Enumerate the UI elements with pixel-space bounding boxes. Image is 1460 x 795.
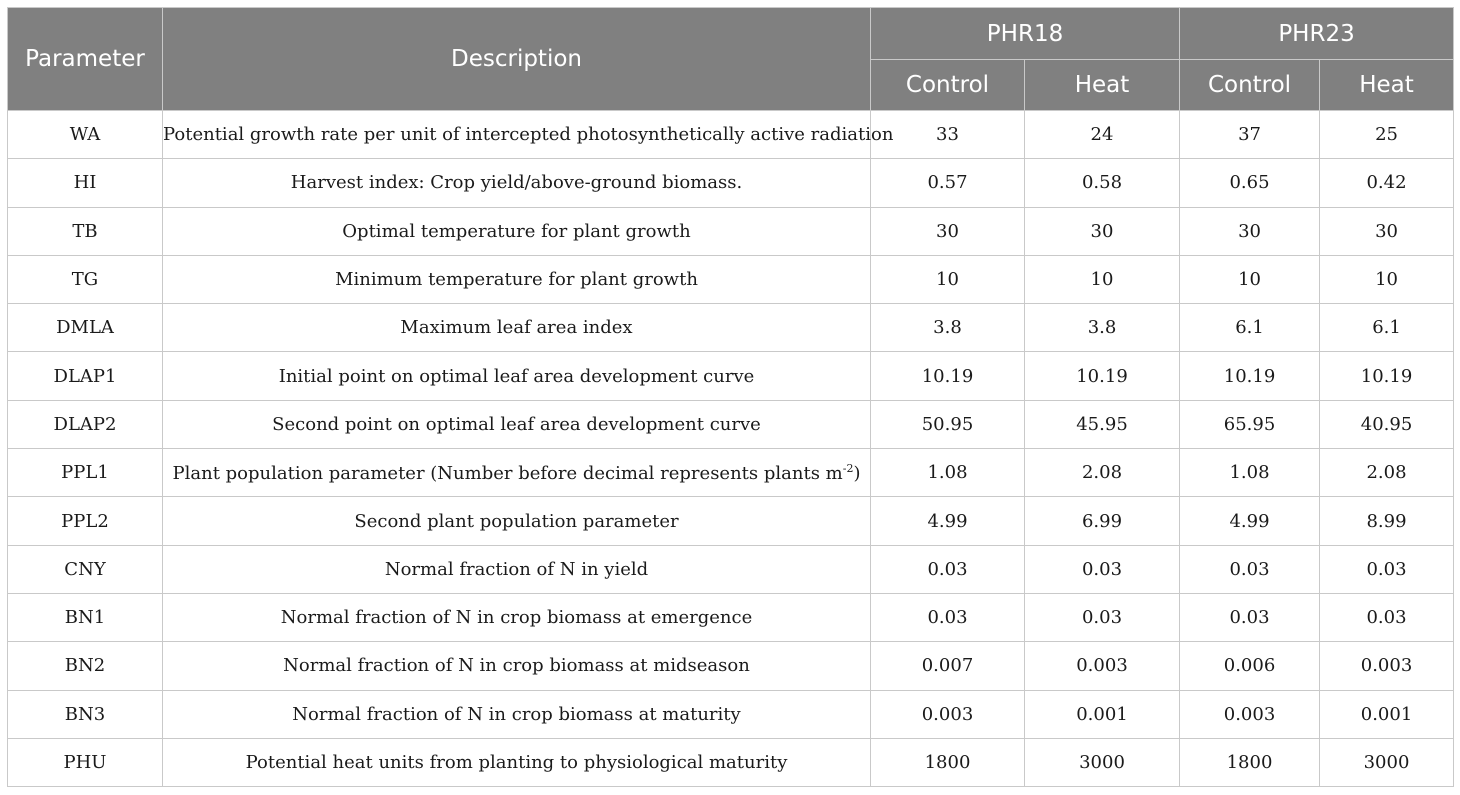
cell-description [163, 352, 871, 400]
cell-phr23-heat: 0.03 [1320, 545, 1454, 593]
description-text: Second point on optimal leaf area development curve [272, 413, 761, 435]
cell-phr18-heat: 30 [1025, 207, 1180, 255]
cell-phr23-heat: 0.03 [1320, 593, 1454, 641]
table-body [8, 111, 1454, 787]
cell-parameter: PPL1 [8, 449, 163, 497]
table-row [8, 352, 1454, 400]
cell-phr23-control: 6.1 [1180, 304, 1320, 352]
cell-description [163, 642, 871, 690]
header-parameter: Parameter [8, 8, 163, 111]
cell-phr23-heat: 8.99 [1320, 497, 1454, 545]
cell-parameter: DLAP2 [8, 400, 163, 448]
cell-phr23-control: 65.95 [1180, 400, 1320, 448]
cell-phr18-heat: 6.99 [1025, 497, 1180, 545]
cell-phr23-heat: 25 [1320, 111, 1454, 159]
cell-phr18-control: 10 [871, 255, 1025, 303]
cell-phr18-control: 0.03 [871, 593, 1025, 641]
cell-phr18-control: 3.8 [871, 304, 1025, 352]
cell-phr18-control: 0.003 [871, 690, 1025, 738]
cell-phr18-heat: 45.95 [1025, 400, 1180, 448]
cell-parameter: HI [8, 159, 163, 207]
description-superscript: -2 [842, 461, 854, 475]
header-phr23-control: Control [1180, 60, 1320, 111]
cell-phr18-heat: 0.001 [1025, 690, 1180, 738]
cell-phr18-heat: 0.03 [1025, 593, 1180, 641]
cell-phr18-heat: 2.08 [1025, 449, 1180, 497]
cell-description [163, 449, 871, 497]
cell-phr23-control: 1.08 [1180, 449, 1320, 497]
cell-description [163, 400, 871, 448]
cell-phr23-control: 0.03 [1180, 545, 1320, 593]
header-phr18-heat: Heat [1025, 60, 1180, 111]
cell-phr18-heat: 0.03 [1025, 545, 1180, 593]
cell-phr23-control: 30 [1180, 207, 1320, 255]
cell-phr18-heat: 0.003 [1025, 642, 1180, 690]
cell-phr23-heat: 30 [1320, 207, 1454, 255]
description-text: Optimal temperature for plant growth [342, 220, 691, 242]
description-text: Initial point on optimal leaf area development curve [278, 365, 755, 387]
description-text: Normal fraction of N in yield [384, 558, 649, 580]
table-row [8, 738, 1454, 786]
cell-description [163, 159, 871, 207]
cell-description [163, 304, 871, 352]
table-row [8, 497, 1454, 545]
parameter-table-container [7, 7, 1453, 787]
cell-phr18-control: 1800 [871, 738, 1025, 786]
cell-phr18-control: 10.19 [871, 352, 1025, 400]
cell-phr23-heat: 0.42 [1320, 159, 1454, 207]
cell-phr23-control: 4.99 [1180, 497, 1320, 545]
cell-phr18-control: 1.08 [871, 449, 1025, 497]
cell-parameter: BN3 [8, 690, 163, 738]
table-row [8, 207, 1454, 255]
table-row [8, 400, 1454, 448]
cell-phr23-heat: 0.001 [1320, 690, 1454, 738]
cell-phr23-control: 0.003 [1180, 690, 1320, 738]
cell-phr18-control: 33 [871, 111, 1025, 159]
cell-phr23-control: 0.03 [1180, 593, 1320, 641]
cell-parameter: WA [8, 111, 163, 159]
cell-phr18-control: 0.57 [871, 159, 1025, 207]
description-text: Harvest index: Crop yield/above-ground biomass. [290, 172, 743, 194]
table-row [8, 159, 1454, 207]
cell-parameter: TB [8, 207, 163, 255]
cell-phr18-heat: 10 [1025, 255, 1180, 303]
cell-phr23-control: 37 [1180, 111, 1320, 159]
cell-parameter: PPL2 [8, 497, 163, 545]
description-tail: ) [853, 462, 861, 484]
cell-description [163, 593, 871, 641]
table-row [8, 111, 1454, 159]
cell-phr18-heat: 3000 [1025, 738, 1180, 786]
cell-parameter: DLAP1 [8, 352, 163, 400]
cell-description [163, 207, 871, 255]
cell-phr23-heat: 10 [1320, 255, 1454, 303]
table-row [8, 449, 1454, 497]
description-text: Potential heat units from planting to physiological maturity [245, 752, 788, 773]
table-row [8, 255, 1454, 303]
cell-phr23-heat: 3000 [1320, 738, 1454, 786]
cell-parameter: CNY [8, 545, 163, 593]
cell-phr18-control: 30 [871, 207, 1025, 255]
cell-parameter: BN1 [8, 593, 163, 641]
cell-phr18-heat: 10.19 [1025, 352, 1180, 400]
cell-phr18-heat: 0.58 [1025, 159, 1180, 207]
cell-description [163, 545, 871, 593]
cell-description [163, 690, 871, 738]
description-text: Potential growth rate per unit of intercepted photosynthetically active radiation [163, 124, 894, 146]
cell-description [163, 111, 894, 159]
table-row [8, 690, 1454, 738]
table-header [8, 8, 1454, 111]
description-text: Minimum temperature for plant growth [335, 269, 698, 291]
table-row [8, 545, 1454, 593]
parameter-table [7, 7, 1454, 787]
header-group-phr18: PHR18 [871, 8, 1180, 60]
cell-parameter: BN2 [8, 642, 163, 690]
cell-phr18-control: 4.99 [871, 497, 1025, 545]
cell-description [163, 497, 871, 545]
description-text: Normal fraction of N in crop biomass at emergence [280, 607, 753, 629]
cell-parameter: PHU [8, 738, 163, 786]
cell-phr23-heat: 6.1 [1320, 304, 1454, 352]
table-row [8, 642, 1454, 690]
cell-phr23-control: 10.19 [1180, 352, 1320, 400]
cell-parameter: DMLA [8, 304, 163, 352]
header-group-phr23: PHR23 [1180, 8, 1454, 60]
description-text: Normal fraction of N in crop biomass at midseason [283, 655, 750, 677]
cell-phr23-control: 0.006 [1180, 642, 1320, 690]
cell-phr23-heat: 2.08 [1320, 449, 1454, 497]
header-phr23-heat: Heat [1320, 60, 1454, 111]
description-text: Maximum leaf area index [400, 317, 633, 339]
cell-phr23-heat: 0.003 [1320, 642, 1454, 690]
cell-description [163, 738, 871, 786]
cell-phr23-heat: 10.19 [1320, 352, 1454, 400]
header-phr18-control: Control [871, 60, 1025, 111]
cell-phr18-control: 0.007 [871, 642, 1025, 690]
cell-phr23-control: 0.65 [1180, 159, 1320, 207]
description-text: Plant population parameter (Number before decimal represents plants m [172, 462, 843, 484]
cell-phr18-heat: 24 [1025, 111, 1180, 159]
cell-phr23-control: 10 [1180, 255, 1320, 303]
description-text: Normal fraction of N in crop biomass at maturity [292, 703, 741, 725]
cell-phr23-control: 1800 [1180, 738, 1320, 786]
header-description: Description [163, 8, 871, 111]
table-row [8, 304, 1454, 352]
table-row [8, 593, 1454, 641]
cell-description [163, 255, 871, 303]
cell-phr18-control: 50.95 [871, 400, 1025, 448]
cell-phr18-control: 0.03 [871, 545, 1025, 593]
cell-phr18-heat: 3.8 [1025, 304, 1180, 352]
cell-phr23-heat: 40.95 [1320, 400, 1454, 448]
description-text: Second plant population parameter [354, 510, 679, 532]
cell-parameter: TG [8, 255, 163, 303]
